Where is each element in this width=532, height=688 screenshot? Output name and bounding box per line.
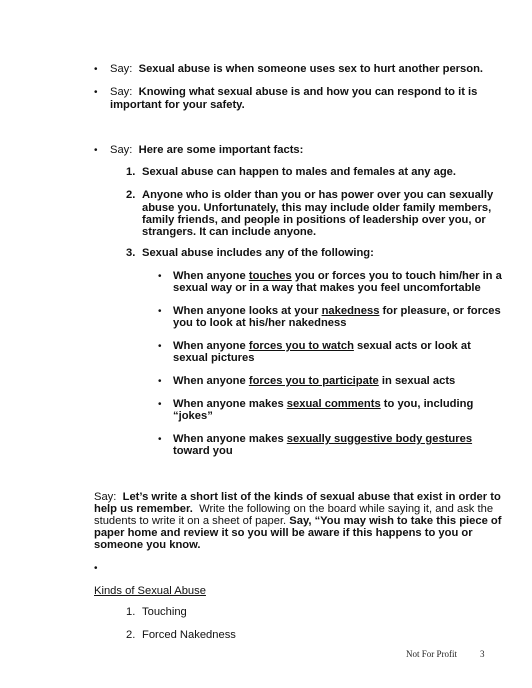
say-2-line-1: Knowing what sexual abuse is and how you can respond to it is — [138, 86, 478, 98]
activity-line-1: Say: Let’s write a short list of the kinds of sexual abuse that exist in order to — [94, 491, 501, 503]
subitem-gestures: When anyone makes sexually suggestive body gestures — [173, 433, 473, 445]
subitem-gestures-line-2: toward you — [173, 445, 233, 457]
subitem-touches: When anyone touches you or forces you to touch him/her in a — [173, 270, 502, 282]
activity-line-5: someone you know. — [94, 539, 201, 551]
say-label: Say: — [110, 86, 133, 98]
fact-1: Sexual abuse can happen to males and females at any age. — [142, 166, 456, 178]
fact-number: 2. — [126, 189, 136, 201]
subitem-participate: When anyone forces you to participate in sexual acts — [173, 375, 456, 387]
subitem-watch-line-2: sexual pictures — [173, 352, 255, 364]
bullet-glyph: • — [158, 341, 162, 352]
fact-2-line-1: Anyone who is older than you or has power over you can sexually — [142, 189, 494, 201]
fact-number: 3. — [126, 247, 136, 259]
bullet-glyph: • — [94, 64, 98, 75]
say-label: Say: — [110, 144, 133, 156]
say-3 — [110, 144, 303, 158]
fact-2-line-2: abuse you. Unfortunately, this may include older family members, — [142, 202, 492, 214]
subitem-touches-line-2: sexual way or in a way that makes you feel uncomfortable — [173, 282, 481, 294]
subitem-comments: When anyone makes sexual comments to you, including — [173, 398, 474, 410]
say-2 — [110, 86, 477, 100]
subitem-nakedness-line-2: you to look at his/her nakedness — [173, 317, 347, 329]
footer-text: Not For Profit — [406, 649, 458, 659]
subitem-comments-line-2: “jokes” — [173, 410, 213, 422]
kinds-heading: Kinds of Sexual Abuse — [94, 585, 206, 597]
bullet-glyph: • — [158, 306, 162, 317]
kinds-number: 2. — [126, 629, 136, 641]
kinds-item-forced-nakedness: Forced Nakedness — [142, 629, 236, 641]
page-number: 3 — [480, 649, 485, 659]
bullet-glyph: • — [158, 399, 162, 410]
fact-3: Sexual abuse includes any of the following: — [142, 247, 374, 259]
bullet-glyph: • — [158, 376, 162, 387]
kinds-number: 1. — [126, 606, 136, 618]
activity-line-2: help us remember. Write the following on the board while saying it, and ask the — [94, 503, 494, 515]
bullet-glyph: • — [94, 145, 98, 156]
activity-line-3: students to write it on a sheet of paper. Say, “You may wish to take this piece of — [94, 515, 502, 527]
subitem-watch: When anyone forces you to watch sexual acts or look at — [173, 340, 471, 352]
bullet-glyph: • — [158, 434, 162, 445]
say-1-text: Sexual abuse is when someone uses sex to hurt another person. — [138, 63, 484, 75]
fact-2-line-4: strangers. It can include anyone. — [142, 226, 317, 238]
activity-line-4: paper home and review it so you will be aware if this happens to you or — [94, 527, 473, 539]
fact-number: 1. — [126, 166, 136, 178]
say-label: Say: — [110, 63, 133, 75]
say-label: Say: — [94, 491, 117, 503]
say-1 — [110, 63, 483, 77]
say-2-line-2: important for your safety. — [110, 99, 245, 111]
say-3-text: Here are some important facts: — [138, 144, 304, 156]
kinds-item-touching: Touching — [142, 606, 187, 618]
bullet-glyph: • — [158, 271, 162, 282]
fact-2-line-3: family friends, and people in positions of leadership over you, or — [142, 214, 486, 226]
bullet-glyph: • — [94, 563, 98, 574]
subitem-nakedness: When anyone looks at your nakedness for pleasure, or forces — [173, 305, 501, 317]
say-2-cont — [110, 99, 245, 113]
bullet-glyph: • — [94, 87, 98, 98]
